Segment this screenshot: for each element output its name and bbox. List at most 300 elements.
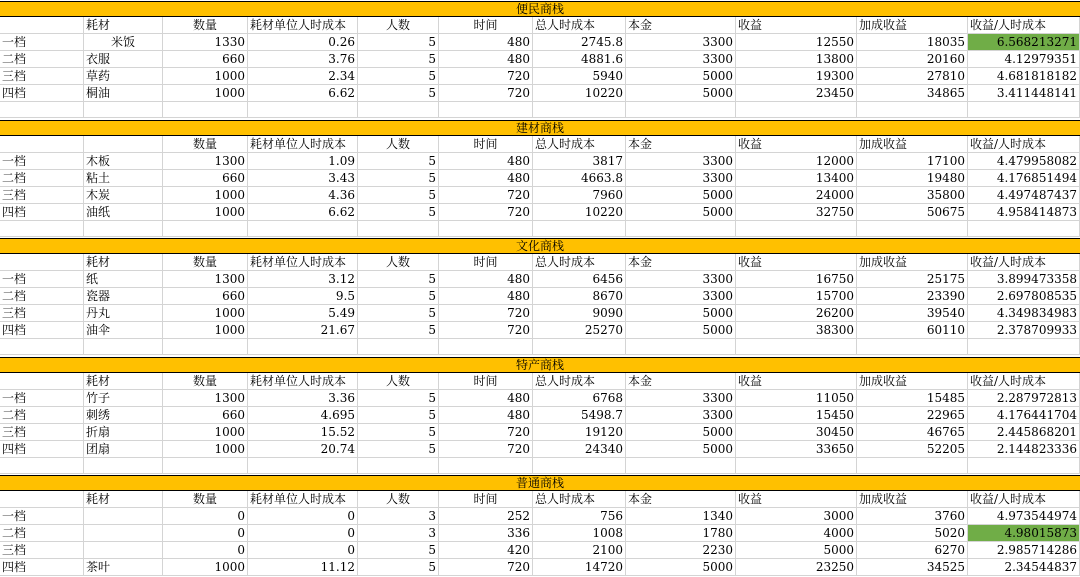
cell-unit-cost[interactable]: 21.67 (248, 322, 358, 339)
cell-total-cost[interactable]: 19120 (533, 424, 626, 441)
cell-unit-cost-header[interactable]: 耗材单位人时成本 (248, 254, 358, 271)
empty-cell[interactable] (533, 458, 626, 474)
cell-people[interactable]: 5 (358, 305, 439, 322)
cell-unit-cost[interactable]: 3.12 (248, 271, 358, 288)
cell-ratio[interactable]: 4.349834983 (968, 305, 1080, 322)
cell-unit-cost[interactable]: 0 (248, 508, 358, 525)
cell-income[interactable]: 3000 (736, 508, 857, 525)
cell-tier[interactable]: 四档 (0, 322, 84, 339)
cell-ratio[interactable]: 4.98015873 (968, 525, 1080, 542)
cell-total-cost[interactable]: 6768 (533, 390, 626, 407)
empty-cell[interactable] (626, 221, 736, 237)
cell-unit-cost-header[interactable]: 耗材单位人时成本 (248, 136, 358, 153)
cell-time-header[interactable]: 时间 (439, 136, 533, 153)
cell-unit-cost[interactable]: 6.62 (248, 85, 358, 102)
cell-material[interactable]: 丹丸 (84, 305, 163, 322)
cell-time-header[interactable]: 时间 (439, 17, 533, 34)
cell-capital[interactable]: 3300 (626, 34, 736, 51)
cell-bonus-income-header[interactable]: 加成收益 (857, 136, 968, 153)
cell-ratio-header[interactable]: 收益/人时成本 (968, 136, 1080, 153)
cell-bonus-income-header[interactable]: 加成收益 (857, 254, 968, 271)
empty-cell[interactable] (358, 221, 439, 237)
cell-bonus-income[interactable]: 60110 (857, 322, 968, 339)
cell-people[interactable]: 5 (358, 85, 439, 102)
empty-cell[interactable] (626, 102, 736, 118)
cell-unit-cost[interactable]: 15.52 (248, 424, 358, 441)
cell-total-cost[interactable]: 5940 (533, 68, 626, 85)
cell-material-header[interactable] (84, 136, 163, 153)
cell-capital[interactable]: 3300 (626, 407, 736, 424)
cell-time[interactable]: 720 (439, 85, 533, 102)
cell-unit-cost[interactable]: 1.09 (248, 153, 358, 170)
cell-bonus-income[interactable]: 23390 (857, 288, 968, 305)
cell-people[interactable]: 5 (358, 424, 439, 441)
cell-income[interactable]: 26200 (736, 305, 857, 322)
cell-tier[interactable]: 三档 (0, 68, 84, 85)
cell-people[interactable]: 5 (358, 271, 439, 288)
empty-cell[interactable] (358, 102, 439, 118)
empty-cell[interactable] (0, 458, 84, 474)
cell-material[interactable]: 瓷器 (84, 288, 163, 305)
cell-total-cost[interactable]: 1008 (533, 525, 626, 542)
empty-cell[interactable] (84, 339, 163, 355)
cell-quantity[interactable]: 1000 (163, 204, 248, 221)
cell-tier[interactable]: 二档 (0, 525, 84, 542)
cell-quantity[interactable]: 1000 (163, 441, 248, 458)
cell-bonus-income[interactable]: 3760 (857, 508, 968, 525)
cell-ratio[interactable]: 6.568213271 (968, 34, 1080, 51)
cell-income-header[interactable]: 收益 (736, 17, 857, 34)
cell-total-cost-header[interactable]: 总人时成本 (533, 373, 626, 390)
cell-unit-cost[interactable]: 20.74 (248, 441, 358, 458)
cell-ratio[interactable]: 2.144823336 (968, 441, 1080, 458)
cell-time-header[interactable]: 时间 (439, 254, 533, 271)
cell-total-cost[interactable]: 24340 (533, 441, 626, 458)
cell-quantity-header[interactable]: 数量 (163, 254, 248, 271)
cell-unit-cost[interactable]: 3.36 (248, 390, 358, 407)
empty-cell[interactable] (358, 339, 439, 355)
cell-bonus-income[interactable]: 34865 (857, 85, 968, 102)
cell-unit-cost[interactable]: 0 (248, 542, 358, 559)
cell-capital-header[interactable]: 本金 (626, 491, 736, 508)
cell-bonus-income[interactable]: 50675 (857, 204, 968, 221)
cell-total-cost-header[interactable]: 总人时成本 (533, 17, 626, 34)
cell-total-cost[interactable]: 25270 (533, 322, 626, 339)
cell-quantity[interactable]: 1000 (163, 85, 248, 102)
cell-capital[interactable]: 3300 (626, 51, 736, 68)
cell-time[interactable]: 720 (439, 559, 533, 576)
cell-people-header[interactable]: 人数 (358, 373, 439, 390)
cell-income[interactable]: 4000 (736, 525, 857, 542)
empty-cell[interactable] (736, 458, 857, 474)
cell-bonus-income[interactable]: 6270 (857, 542, 968, 559)
empty-cell[interactable] (626, 458, 736, 474)
cell-ratio[interactable]: 4.479958082 (968, 153, 1080, 170)
empty-cell[interactable] (968, 458, 1080, 474)
cell-time[interactable]: 480 (439, 288, 533, 305)
cell-time-header[interactable]: 时间 (439, 491, 533, 508)
cell-bonus-income[interactable]: 34525 (857, 559, 968, 576)
cell-capital-header[interactable]: 本金 (626, 17, 736, 34)
cell-tier-header[interactable] (0, 136, 84, 153)
cell-bonus-income[interactable]: 52205 (857, 441, 968, 458)
cell-income-header[interactable]: 收益 (736, 373, 857, 390)
cell-tier-header[interactable] (0, 17, 84, 34)
cell-income[interactable]: 38300 (736, 322, 857, 339)
cell-time-header[interactable]: 时间 (439, 373, 533, 390)
cell-income[interactable]: 23250 (736, 559, 857, 576)
cell-income[interactable]: 13800 (736, 51, 857, 68)
cell-time[interactable]: 252 (439, 508, 533, 525)
cell-ratio[interactable]: 2.697808535 (968, 288, 1080, 305)
cell-bonus-income[interactable]: 17100 (857, 153, 968, 170)
empty-cell[interactable] (439, 458, 533, 474)
cell-income[interactable]: 12550 (736, 34, 857, 51)
cell-total-cost[interactable]: 4663.8 (533, 170, 626, 187)
cell-people[interactable]: 5 (358, 170, 439, 187)
empty-cell[interactable] (533, 102, 626, 118)
cell-material[interactable]: 竹子 (84, 390, 163, 407)
cell-ratio[interactable]: 4.958414873 (968, 204, 1080, 221)
cell-people-header[interactable]: 人数 (358, 254, 439, 271)
cell-income[interactable]: 24000 (736, 187, 857, 204)
cell-capital[interactable]: 5000 (626, 204, 736, 221)
cell-unit-cost[interactable]: 9.5 (248, 288, 358, 305)
cell-bonus-income[interactable]: 22965 (857, 407, 968, 424)
empty-cell[interactable] (163, 339, 248, 355)
cell-tier[interactable]: 二档 (0, 170, 84, 187)
cell-time[interactable]: 720 (439, 322, 533, 339)
cell-bonus-income-header[interactable]: 加成收益 (857, 373, 968, 390)
cell-time[interactable]: 720 (439, 204, 533, 221)
cell-quantity[interactable]: 1000 (163, 305, 248, 322)
cell-total-cost[interactable]: 2100 (533, 542, 626, 559)
cell-quantity[interactable]: 1000 (163, 424, 248, 441)
cell-unit-cost[interactable]: 6.62 (248, 204, 358, 221)
cell-tier[interactable]: 二档 (0, 288, 84, 305)
cell-capital-header[interactable]: 本金 (626, 136, 736, 153)
cell-total-cost[interactable]: 6456 (533, 271, 626, 288)
cell-material[interactable]: 木炭 (84, 187, 163, 204)
cell-income[interactable]: 13400 (736, 170, 857, 187)
cell-people-header[interactable]: 人数 (358, 491, 439, 508)
cell-material-header[interactable]: 耗材 (84, 254, 163, 271)
cell-tier[interactable]: 二档 (0, 51, 84, 68)
cell-unit-cost-header[interactable]: 耗材单位人时成本 (248, 17, 358, 34)
empty-cell[interactable] (533, 339, 626, 355)
cell-people[interactable]: 5 (358, 288, 439, 305)
cell-income[interactable]: 15700 (736, 288, 857, 305)
cell-material[interactable]: 折扇 (84, 424, 163, 441)
cell-income-header[interactable]: 收益 (736, 254, 857, 271)
empty-cell[interactable] (857, 221, 968, 237)
cell-tier[interactable]: 四档 (0, 204, 84, 221)
cell-time[interactable]: 480 (439, 170, 533, 187)
empty-cell[interactable] (736, 221, 857, 237)
cell-unit-cost[interactable]: 2.34 (248, 68, 358, 85)
cell-ratio[interactable]: 4.681818182 (968, 68, 1080, 85)
cell-material[interactable] (84, 525, 163, 542)
cell-ratio[interactable]: 4.12979351 (968, 51, 1080, 68)
cell-income[interactable]: 23450 (736, 85, 857, 102)
cell-quantity[interactable]: 660 (163, 407, 248, 424)
cell-income[interactable]: 19300 (736, 68, 857, 85)
cell-material[interactable]: 刺绣 (84, 407, 163, 424)
empty-cell[interactable] (857, 102, 968, 118)
empty-cell[interactable] (0, 221, 84, 237)
empty-cell[interactable] (857, 458, 968, 474)
cell-ratio[interactable]: 4.973544974 (968, 508, 1080, 525)
cell-tier[interactable]: 二档 (0, 407, 84, 424)
cell-bonus-income[interactable]: 25175 (857, 271, 968, 288)
cell-material[interactable]: 团扇 (84, 441, 163, 458)
cell-income[interactable]: 5000 (736, 542, 857, 559)
empty-cell[interactable] (533, 221, 626, 237)
cell-capital[interactable]: 1340 (626, 508, 736, 525)
cell-ratio-header[interactable]: 收益/人时成本 (968, 491, 1080, 508)
cell-income[interactable]: 12000 (736, 153, 857, 170)
cell-unit-cost[interactable]: 4.695 (248, 407, 358, 424)
cell-people[interactable]: 5 (358, 322, 439, 339)
empty-cell[interactable] (626, 339, 736, 355)
cell-capital[interactable]: 3300 (626, 288, 736, 305)
cell-total-cost-header[interactable]: 总人时成本 (533, 254, 626, 271)
cell-quantity[interactable]: 1300 (163, 153, 248, 170)
cell-tier[interactable]: 四档 (0, 85, 84, 102)
cell-capital[interactable]: 5000 (626, 441, 736, 458)
cell-income[interactable]: 16750 (736, 271, 857, 288)
cell-people[interactable]: 5 (358, 542, 439, 559)
cell-capital[interactable]: 3300 (626, 271, 736, 288)
cell-unit-cost[interactable]: 0 (248, 525, 358, 542)
cell-tier[interactable]: 一档 (0, 34, 84, 51)
cell-material-header[interactable]: 耗材 (84, 491, 163, 508)
cell-income-header[interactable]: 收益 (736, 491, 857, 508)
cell-time[interactable]: 720 (439, 187, 533, 204)
cell-quantity-header[interactable]: 数量 (163, 17, 248, 34)
cell-material-header[interactable]: 耗材 (84, 17, 163, 34)
cell-quantity[interactable]: 1000 (163, 187, 248, 204)
cell-quantity[interactable]: 1000 (163, 68, 248, 85)
cell-quantity[interactable]: 1300 (163, 390, 248, 407)
cell-people[interactable]: 5 (358, 187, 439, 204)
cell-ratio[interactable]: 2.445868201 (968, 424, 1080, 441)
cell-time[interactable]: 480 (439, 34, 533, 51)
cell-tier[interactable]: 一档 (0, 390, 84, 407)
cell-bonus-income[interactable]: 39540 (857, 305, 968, 322)
cell-time[interactable]: 336 (439, 525, 533, 542)
cell-total-cost-header[interactable]: 总人时成本 (533, 136, 626, 153)
cell-income[interactable]: 11050 (736, 390, 857, 407)
cell-unit-cost[interactable]: 0.26 (248, 34, 358, 51)
cell-people[interactable]: 5 (358, 68, 439, 85)
cell-quantity[interactable]: 1330 (163, 34, 248, 51)
cell-bonus-income-header[interactable]: 加成收益 (857, 17, 968, 34)
empty-cell[interactable] (0, 339, 84, 355)
cell-unit-cost[interactable]: 11.12 (248, 559, 358, 576)
cell-people[interactable]: 5 (358, 34, 439, 51)
cell-bonus-income[interactable]: 5020 (857, 525, 968, 542)
cell-quantity[interactable]: 1000 (163, 559, 248, 576)
cell-total-cost[interactable]: 9090 (533, 305, 626, 322)
cell-capital[interactable]: 5000 (626, 322, 736, 339)
cell-tier[interactable]: 三档 (0, 187, 84, 204)
cell-capital[interactable]: 1780 (626, 525, 736, 542)
cell-time[interactable]: 420 (439, 542, 533, 559)
cell-people-header[interactable]: 人数 (358, 136, 439, 153)
empty-cell[interactable] (968, 221, 1080, 237)
empty-cell[interactable] (84, 102, 163, 118)
cell-ratio[interactable]: 2.287972813 (968, 390, 1080, 407)
cell-material[interactable]: 茶叶 (84, 559, 163, 576)
cell-total-cost[interactable]: 2745.8 (533, 34, 626, 51)
cell-unit-cost[interactable]: 3.76 (248, 51, 358, 68)
cell-time[interactable]: 720 (439, 424, 533, 441)
cell-material[interactable]: 粘土 (84, 170, 163, 187)
empty-cell[interactable] (439, 339, 533, 355)
empty-cell[interactable] (248, 102, 358, 118)
cell-total-cost[interactable]: 8670 (533, 288, 626, 305)
cell-unit-cost-header[interactable]: 耗材单位人时成本 (248, 491, 358, 508)
cell-material[interactable]: 草药 (84, 68, 163, 85)
empty-cell[interactable] (968, 102, 1080, 118)
cell-tier[interactable]: 一档 (0, 508, 84, 525)
cell-income[interactable]: 15450 (736, 407, 857, 424)
cell-quantity[interactable]: 660 (163, 51, 248, 68)
empty-cell[interactable] (968, 339, 1080, 355)
cell-time[interactable]: 720 (439, 305, 533, 322)
cell-ratio[interactable]: 3.899473358 (968, 271, 1080, 288)
cell-ratio[interactable]: 4.176441704 (968, 407, 1080, 424)
empty-cell[interactable] (163, 102, 248, 118)
cell-quantity-header[interactable]: 数量 (163, 373, 248, 390)
cell-capital[interactable]: 3300 (626, 390, 736, 407)
cell-tier[interactable]: 三档 (0, 424, 84, 441)
cell-people[interactable]: 5 (358, 153, 439, 170)
cell-capital-header[interactable]: 本金 (626, 254, 736, 271)
cell-total-cost-header[interactable]: 总人时成本 (533, 491, 626, 508)
cell-total-cost[interactable]: 10220 (533, 204, 626, 221)
cell-bonus-income-header[interactable]: 加成收益 (857, 491, 968, 508)
cell-income[interactable]: 33650 (736, 441, 857, 458)
empty-cell[interactable] (0, 102, 84, 118)
cell-unit-cost[interactable]: 5.49 (248, 305, 358, 322)
cell-total-cost[interactable]: 4881.6 (533, 51, 626, 68)
empty-cell[interactable] (84, 221, 163, 237)
cell-bonus-income[interactable]: 35800 (857, 187, 968, 204)
cell-tier-header[interactable] (0, 491, 84, 508)
cell-unit-cost[interactable]: 4.36 (248, 187, 358, 204)
cell-people[interactable]: 5 (358, 559, 439, 576)
cell-total-cost[interactable]: 10220 (533, 85, 626, 102)
cell-quantity-header[interactable]: 数量 (163, 136, 248, 153)
cell-time[interactable]: 480 (439, 153, 533, 170)
cell-capital[interactable]: 2230 (626, 542, 736, 559)
cell-income[interactable]: 32750 (736, 204, 857, 221)
cell-time[interactable]: 720 (439, 68, 533, 85)
cell-material[interactable]: 纸 (84, 271, 163, 288)
cell-material-header[interactable]: 耗材 (84, 373, 163, 390)
cell-bonus-income[interactable]: 20160 (857, 51, 968, 68)
cell-time[interactable]: 480 (439, 271, 533, 288)
cell-people[interactable]: 5 (358, 204, 439, 221)
cell-quantity[interactable]: 660 (163, 170, 248, 187)
cell-ratio-header[interactable]: 收益/人时成本 (968, 373, 1080, 390)
cell-tier-header[interactable] (0, 373, 84, 390)
cell-material[interactable]: 油伞 (84, 322, 163, 339)
cell-total-cost[interactable]: 7960 (533, 187, 626, 204)
cell-ratio[interactable]: 3.411448141 (968, 85, 1080, 102)
cell-people[interactable]: 5 (358, 407, 439, 424)
cell-total-cost[interactable]: 5498.7 (533, 407, 626, 424)
cell-unit-cost-header[interactable]: 耗材单位人时成本 (248, 373, 358, 390)
cell-material[interactable]: 衣服 (84, 51, 163, 68)
cell-capital-header[interactable]: 本金 (626, 373, 736, 390)
cell-bonus-income[interactable]: 18035 (857, 34, 968, 51)
cell-total-cost[interactable]: 3817 (533, 153, 626, 170)
empty-cell[interactable] (163, 458, 248, 474)
cell-tier[interactable]: 四档 (0, 441, 84, 458)
cell-quantity[interactable]: 1300 (163, 271, 248, 288)
cell-people[interactable]: 3 (358, 525, 439, 542)
empty-cell[interactable] (736, 102, 857, 118)
cell-material[interactable] (84, 542, 163, 559)
cell-total-cost[interactable]: 756 (533, 508, 626, 525)
cell-tier-header[interactable] (0, 254, 84, 271)
empty-cell[interactable] (439, 221, 533, 237)
cell-material[interactable] (84, 508, 163, 525)
cell-ratio[interactable]: 2.378709933 (968, 322, 1080, 339)
cell-ratio[interactable]: 2.985714286 (968, 542, 1080, 559)
empty-cell[interactable] (248, 221, 358, 237)
cell-ratio[interactable]: 4.497487437 (968, 187, 1080, 204)
cell-material[interactable]: 米饭 (84, 34, 163, 51)
cell-capital[interactable]: 5000 (626, 424, 736, 441)
cell-bonus-income[interactable]: 19480 (857, 170, 968, 187)
cell-quantity[interactable]: 660 (163, 288, 248, 305)
cell-people[interactable]: 5 (358, 51, 439, 68)
cell-tier[interactable]: 三档 (0, 542, 84, 559)
cell-income-header[interactable]: 收益 (736, 136, 857, 153)
cell-people[interactable]: 5 (358, 441, 439, 458)
cell-total-cost[interactable]: 14720 (533, 559, 626, 576)
empty-cell[interactable] (84, 458, 163, 474)
cell-ratio-header[interactable]: 收益/人时成本 (968, 17, 1080, 34)
cell-quantity[interactable]: 1000 (163, 322, 248, 339)
empty-cell[interactable] (248, 458, 358, 474)
cell-tier[interactable]: 四档 (0, 559, 84, 576)
cell-bonus-income[interactable]: 46765 (857, 424, 968, 441)
cell-material[interactable]: 桐油 (84, 85, 163, 102)
empty-cell[interactable] (857, 339, 968, 355)
cell-ratio-header[interactable]: 收益/人时成本 (968, 254, 1080, 271)
cell-time[interactable]: 480 (439, 51, 533, 68)
cell-unit-cost[interactable]: 3.43 (248, 170, 358, 187)
cell-ratio[interactable]: 4.176851494 (968, 170, 1080, 187)
cell-material[interactable]: 油纸 (84, 204, 163, 221)
cell-material[interactable]: 木板 (84, 153, 163, 170)
cell-capital[interactable]: 5000 (626, 85, 736, 102)
cell-people[interactable]: 3 (358, 508, 439, 525)
cell-income[interactable]: 30450 (736, 424, 857, 441)
empty-cell[interactable] (248, 339, 358, 355)
cell-ratio[interactable]: 2.34544837 (968, 559, 1080, 576)
cell-quantity[interactable]: 0 (163, 525, 248, 542)
cell-quantity[interactable]: 0 (163, 542, 248, 559)
cell-time[interactable]: 480 (439, 390, 533, 407)
cell-capital[interactable]: 5000 (626, 68, 736, 85)
cell-capital[interactable]: 5000 (626, 559, 736, 576)
